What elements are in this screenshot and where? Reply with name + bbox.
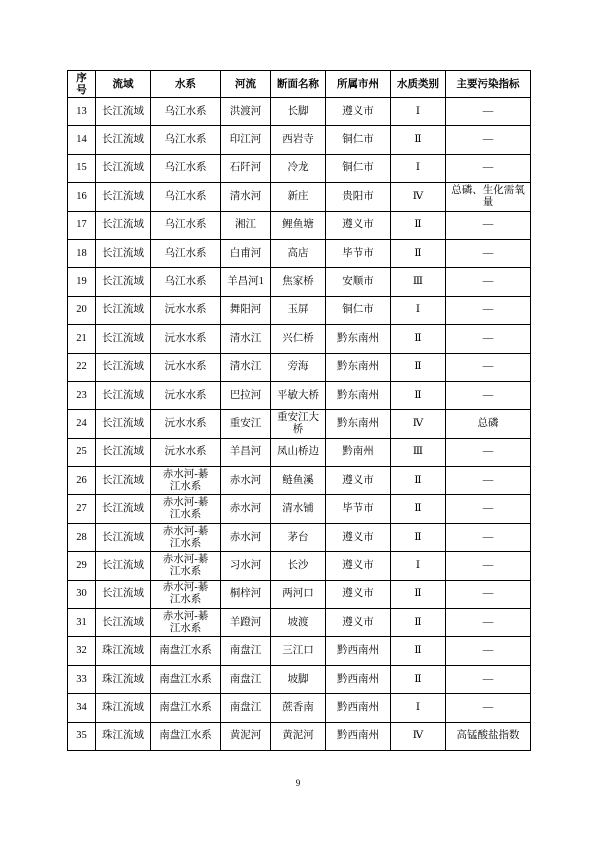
cell-water-class: Ⅰ bbox=[391, 154, 446, 182]
cell-city: 遵义市 bbox=[326, 580, 391, 608]
cell-river: 南盘江 bbox=[221, 694, 271, 722]
cell-seq: 23 bbox=[68, 381, 96, 409]
cell-river: 羊昌河1 bbox=[221, 268, 271, 296]
cell-city: 遵义市 bbox=[326, 211, 391, 239]
cell-river-system: 沅水水系 bbox=[151, 296, 221, 324]
cell-river-system: 沅水水系 bbox=[151, 381, 221, 409]
cell-section: 高店 bbox=[271, 239, 326, 267]
cell-section: 玉屏 bbox=[271, 296, 326, 324]
header-city: 所属市州 bbox=[326, 71, 391, 98]
table-row bbox=[68, 495, 531, 523]
header-river: 河流 bbox=[221, 71, 271, 98]
cell-city: 遵义市 bbox=[326, 467, 391, 495]
table-row bbox=[68, 694, 531, 722]
cell-pollutant: — bbox=[446, 467, 531, 495]
cell-pollutant: — bbox=[446, 325, 531, 353]
table-row bbox=[68, 665, 531, 693]
table-row bbox=[68, 98, 531, 126]
cell-basin: 珠江流域 bbox=[96, 637, 151, 665]
header-row bbox=[68, 71, 531, 98]
table-row bbox=[68, 239, 531, 267]
cell-section: 重安江大桥 bbox=[271, 410, 326, 438]
cell-river-system: 乌江水系 bbox=[151, 211, 221, 239]
cell-section: 旁海 bbox=[271, 353, 326, 381]
table-row bbox=[68, 126, 531, 154]
cell-section: 黄泥河 bbox=[271, 722, 326, 750]
table-row bbox=[68, 580, 531, 608]
cell-seq: 31 bbox=[68, 609, 96, 637]
cell-river: 清水河 bbox=[221, 183, 271, 211]
cell-pollutant: — bbox=[446, 438, 531, 466]
cell-section: 西岩寺 bbox=[271, 126, 326, 154]
cell-city: 遵义市 bbox=[326, 98, 391, 126]
cell-river: 清水江 bbox=[221, 325, 271, 353]
cell-basin: 长江流域 bbox=[96, 438, 151, 466]
cell-pollutant: 总磷、生化需氧量 bbox=[446, 183, 531, 211]
cell-pollutant: — bbox=[446, 381, 531, 409]
cell-river-system: 赤水河-綦江水系 bbox=[151, 609, 221, 637]
cell-pollutant: — bbox=[446, 495, 531, 523]
cell-section: 平敏大桥 bbox=[271, 381, 326, 409]
cell-water-class: Ⅱ bbox=[391, 467, 446, 495]
cell-seq: 33 bbox=[68, 665, 96, 693]
cell-water-class: Ⅰ bbox=[391, 694, 446, 722]
cell-water-class: Ⅰ bbox=[391, 98, 446, 126]
table-row bbox=[68, 722, 531, 750]
cell-seq: 17 bbox=[68, 211, 96, 239]
cell-basin: 长江流域 bbox=[96, 325, 151, 353]
header-river-system: 水系 bbox=[151, 71, 221, 98]
cell-pollutant: — bbox=[446, 98, 531, 126]
cell-river-system: 南盘江水系 bbox=[151, 665, 221, 693]
cell-basin: 长江流域 bbox=[96, 467, 151, 495]
cell-seq: 13 bbox=[68, 98, 96, 126]
cell-river-system: 乌江水系 bbox=[151, 239, 221, 267]
cell-river-system: 赤水河-綦江水系 bbox=[151, 552, 221, 580]
cell-basin: 长江流域 bbox=[96, 410, 151, 438]
cell-basin: 长江流域 bbox=[96, 353, 151, 381]
cell-seq: 27 bbox=[68, 495, 96, 523]
cell-river-system: 赤水河-綦江水系 bbox=[151, 523, 221, 551]
cell-basin: 珠江流域 bbox=[96, 665, 151, 693]
cell-city: 遵义市 bbox=[326, 609, 391, 637]
cell-section: 鲢鱼溪 bbox=[271, 467, 326, 495]
header-section: 断面名称 bbox=[271, 71, 326, 98]
cell-water-class: Ⅱ bbox=[391, 665, 446, 693]
cell-river: 南盘江 bbox=[221, 665, 271, 693]
table-row bbox=[68, 609, 531, 637]
cell-city: 毕节市 bbox=[326, 495, 391, 523]
cell-river: 赤水河 bbox=[221, 467, 271, 495]
cell-river-system: 南盘江水系 bbox=[151, 722, 221, 750]
cell-section: 长沙 bbox=[271, 552, 326, 580]
cell-seq: 24 bbox=[68, 410, 96, 438]
cell-river-system: 沅水水系 bbox=[151, 410, 221, 438]
cell-city: 黔东南州 bbox=[326, 353, 391, 381]
cell-basin: 长江流域 bbox=[96, 126, 151, 154]
cell-water-class: Ⅱ bbox=[391, 580, 446, 608]
cell-basin: 长江流域 bbox=[96, 268, 151, 296]
cell-water-class: Ⅱ bbox=[391, 126, 446, 154]
cell-section: 长脚 bbox=[271, 98, 326, 126]
cell-river-system: 乌江水系 bbox=[151, 268, 221, 296]
cell-river-system: 沅水水系 bbox=[151, 353, 221, 381]
cell-pollutant: — bbox=[446, 239, 531, 267]
cell-city: 黔南州 bbox=[326, 438, 391, 466]
cell-river: 湘江 bbox=[221, 211, 271, 239]
cell-city: 铜仁市 bbox=[326, 126, 391, 154]
cell-river: 赤水河 bbox=[221, 523, 271, 551]
cell-river-system: 乌江水系 bbox=[151, 126, 221, 154]
cell-water-class: Ⅳ bbox=[391, 410, 446, 438]
table-header bbox=[68, 71, 531, 98]
cell-seq: 14 bbox=[68, 126, 96, 154]
header-basin: 流域 bbox=[96, 71, 151, 98]
cell-basin: 长江流域 bbox=[96, 580, 151, 608]
table-row bbox=[68, 325, 531, 353]
cell-basin: 长江流域 bbox=[96, 154, 151, 182]
cell-seq: 19 bbox=[68, 268, 96, 296]
cell-section: 兴仁桥 bbox=[271, 325, 326, 353]
table-row bbox=[68, 467, 531, 495]
cell-pollutant: — bbox=[446, 353, 531, 381]
cell-city: 安顺市 bbox=[326, 268, 391, 296]
cell-section: 冷龙 bbox=[271, 154, 326, 182]
cell-river-system: 沅水水系 bbox=[151, 325, 221, 353]
cell-river: 洪渡河 bbox=[221, 98, 271, 126]
cell-river: 赤水河 bbox=[221, 495, 271, 523]
table-row bbox=[68, 523, 531, 551]
cell-water-class: Ⅰ bbox=[391, 296, 446, 324]
cell-seq: 20 bbox=[68, 296, 96, 324]
cell-section: 凤山桥边 bbox=[271, 438, 326, 466]
header-water-class: 水质类别 bbox=[391, 71, 446, 98]
cell-section: 茅台 bbox=[271, 523, 326, 551]
cell-river-system: 赤水河-綦江水系 bbox=[151, 495, 221, 523]
table-row bbox=[68, 410, 531, 438]
cell-pollutant: — bbox=[446, 296, 531, 324]
cell-section: 坡脚 bbox=[271, 665, 326, 693]
cell-basin: 长江流域 bbox=[96, 495, 151, 523]
cell-pollutant: — bbox=[446, 580, 531, 608]
cell-city: 遵义市 bbox=[326, 523, 391, 551]
cell-water-class: Ⅱ bbox=[391, 353, 446, 381]
cell-city: 贵阳市 bbox=[326, 183, 391, 211]
cell-basin: 长江流域 bbox=[96, 211, 151, 239]
cell-basin: 珠江流域 bbox=[96, 694, 151, 722]
cell-basin: 长江流域 bbox=[96, 183, 151, 211]
cell-water-class: Ⅱ bbox=[391, 325, 446, 353]
cell-city: 遵义市 bbox=[326, 552, 391, 580]
table-body bbox=[68, 98, 531, 751]
cell-river-system: 南盘江水系 bbox=[151, 694, 221, 722]
cell-section: 三江口 bbox=[271, 637, 326, 665]
cell-river-system: 乌江水系 bbox=[151, 154, 221, 182]
cell-basin: 长江流域 bbox=[96, 381, 151, 409]
cell-pollutant: — bbox=[446, 637, 531, 665]
cell-river: 石阡河 bbox=[221, 154, 271, 182]
table-row bbox=[68, 268, 531, 296]
cell-river: 清水江 bbox=[221, 353, 271, 381]
cell-water-class: Ⅰ bbox=[391, 552, 446, 580]
cell-pollutant: — bbox=[446, 523, 531, 551]
cell-section: 清水铺 bbox=[271, 495, 326, 523]
cell-seq: 28 bbox=[68, 523, 96, 551]
cell-basin: 珠江流域 bbox=[96, 722, 151, 750]
cell-basin: 长江流域 bbox=[96, 552, 151, 580]
cell-river-system: 赤水河-綦江水系 bbox=[151, 467, 221, 495]
page-number: 9 bbox=[295, 778, 301, 788]
header-seq: 序号 bbox=[68, 71, 96, 98]
cell-water-class: Ⅱ bbox=[391, 381, 446, 409]
cell-basin: 长江流域 bbox=[96, 239, 151, 267]
cell-pollutant: — bbox=[446, 665, 531, 693]
cell-pollutant: — bbox=[446, 694, 531, 722]
header-pollutant: 主要污染指标 bbox=[446, 71, 531, 98]
cell-city: 铜仁市 bbox=[326, 154, 391, 182]
cell-basin: 长江流域 bbox=[96, 523, 151, 551]
cell-water-class: Ⅱ bbox=[391, 523, 446, 551]
cell-river: 印江河 bbox=[221, 126, 271, 154]
cell-river-system: 乌江水系 bbox=[151, 183, 221, 211]
cell-river-system: 乌江水系 bbox=[151, 98, 221, 126]
cell-city: 黔西南州 bbox=[326, 722, 391, 750]
cell-seq: 25 bbox=[68, 438, 96, 466]
cell-seq: 15 bbox=[68, 154, 96, 182]
cell-river: 习水河 bbox=[221, 552, 271, 580]
cell-city: 铜仁市 bbox=[326, 296, 391, 324]
cell-basin: 长江流域 bbox=[96, 98, 151, 126]
cell-section: 焦家桥 bbox=[271, 268, 326, 296]
cell-river-system: 沅水水系 bbox=[151, 438, 221, 466]
cell-pollutant: — bbox=[446, 552, 531, 580]
cell-river: 巴拉河 bbox=[221, 381, 271, 409]
cell-river: 桐梓河 bbox=[221, 580, 271, 608]
cell-river: 南盘江 bbox=[221, 637, 271, 665]
table-row bbox=[68, 552, 531, 580]
cell-river-system: 赤水河-綦江水系 bbox=[151, 580, 221, 608]
cell-seq: 18 bbox=[68, 239, 96, 267]
cell-seq: 22 bbox=[68, 353, 96, 381]
cell-seq: 30 bbox=[68, 580, 96, 608]
table-row bbox=[68, 381, 531, 409]
cell-city: 黔西南州 bbox=[326, 637, 391, 665]
cell-water-class: Ⅲ bbox=[391, 438, 446, 466]
cell-water-class: Ⅳ bbox=[391, 722, 446, 750]
cell-seq: 29 bbox=[68, 552, 96, 580]
cell-section: 蔗香南 bbox=[271, 694, 326, 722]
cell-seq: 21 bbox=[68, 325, 96, 353]
cell-water-class: Ⅱ bbox=[391, 211, 446, 239]
table-row bbox=[68, 438, 531, 466]
cell-pollutant: — bbox=[446, 268, 531, 296]
cell-city: 黔东南州 bbox=[326, 381, 391, 409]
cell-section: 两河口 bbox=[271, 580, 326, 608]
cell-river: 舞阳河 bbox=[221, 296, 271, 324]
cell-city: 毕节市 bbox=[326, 239, 391, 267]
table-row bbox=[68, 183, 531, 211]
cell-seq: 35 bbox=[68, 722, 96, 750]
table-row bbox=[68, 154, 531, 182]
table-row bbox=[68, 353, 531, 381]
cell-seq: 34 bbox=[68, 694, 96, 722]
cell-river: 白甫河 bbox=[221, 239, 271, 267]
cell-pollutant: 高锰酸盐指数 bbox=[446, 722, 531, 750]
cell-water-class: Ⅲ bbox=[391, 268, 446, 296]
table-row bbox=[68, 637, 531, 665]
cell-basin: 长江流域 bbox=[96, 609, 151, 637]
cell-pollutant: — bbox=[446, 126, 531, 154]
cell-water-class: Ⅱ bbox=[391, 239, 446, 267]
cell-section: 坡渡 bbox=[271, 609, 326, 637]
table-row bbox=[68, 296, 531, 324]
cell-water-class: Ⅳ bbox=[391, 183, 446, 211]
cell-seq: 16 bbox=[68, 183, 96, 211]
cell-section: 鲤鱼塘 bbox=[271, 211, 326, 239]
cell-city: 黔西南州 bbox=[326, 694, 391, 722]
cell-section: 新庄 bbox=[271, 183, 326, 211]
cell-seq: 32 bbox=[68, 637, 96, 665]
cell-river: 黄泥河 bbox=[221, 722, 271, 750]
cell-pollutant: 总磷 bbox=[446, 410, 531, 438]
cell-river: 羊昌河 bbox=[221, 438, 271, 466]
cell-pollutant: — bbox=[446, 154, 531, 182]
cell-basin: 长江流域 bbox=[96, 296, 151, 324]
cell-city: 黔西南州 bbox=[326, 665, 391, 693]
cell-river-system: 南盘江水系 bbox=[151, 637, 221, 665]
cell-city: 黔东南州 bbox=[326, 410, 391, 438]
cell-water-class: Ⅱ bbox=[391, 637, 446, 665]
water-quality-table bbox=[67, 70, 531, 751]
cell-pollutant: — bbox=[446, 211, 531, 239]
cell-pollutant: — bbox=[446, 609, 531, 637]
cell-water-class: Ⅱ bbox=[391, 609, 446, 637]
cell-city: 黔东南州 bbox=[326, 325, 391, 353]
table-row bbox=[68, 211, 531, 239]
cell-seq: 26 bbox=[68, 467, 96, 495]
cell-water-class: Ⅱ bbox=[391, 495, 446, 523]
cell-river: 重安江 bbox=[221, 410, 271, 438]
cell-river: 羊蹬河 bbox=[221, 609, 271, 637]
